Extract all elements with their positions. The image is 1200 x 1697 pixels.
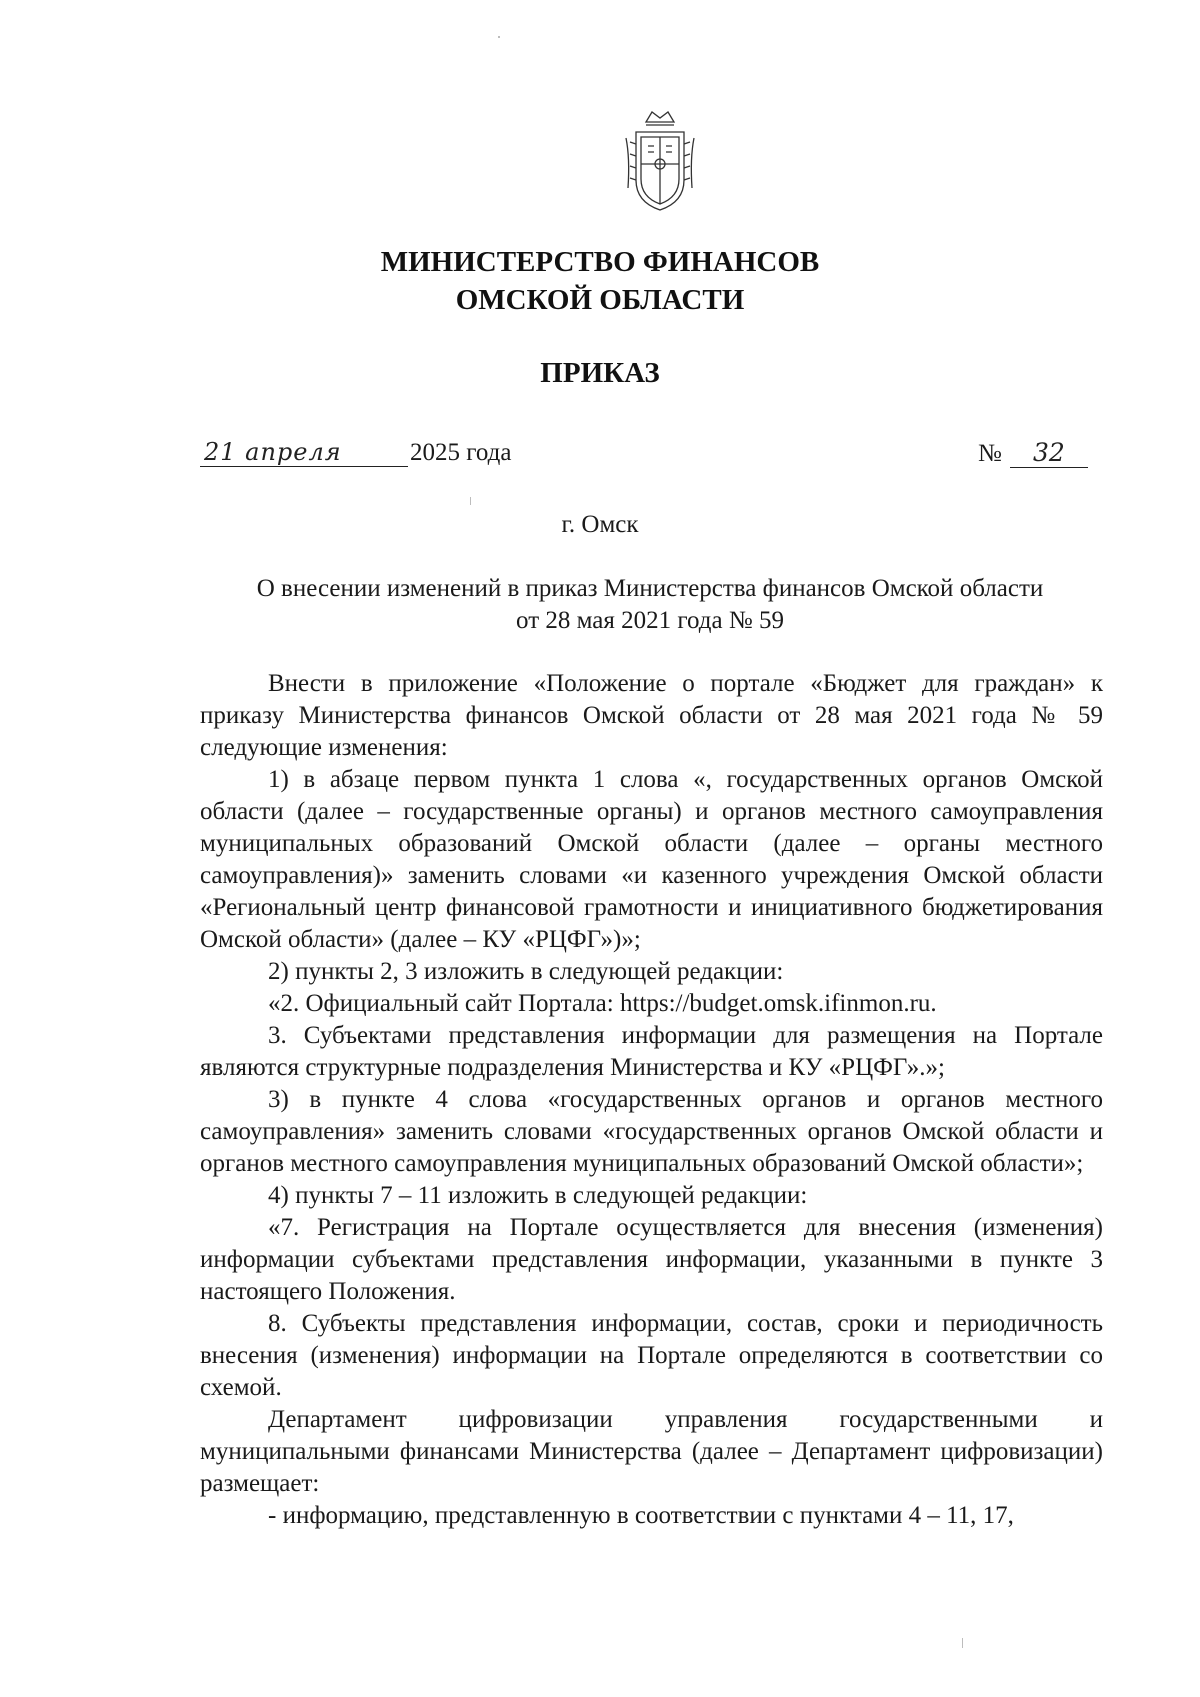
omsk-region-coat-of-arms-icon [622, 108, 698, 214]
body-paragraph: Внести в приложение «Положение о портале «Бюджет для граждан» к приказу Министерства финансов Омской области от 28 мая 2021 года № 59 следующие изменения: [200, 670, 1103, 761]
scan-speck [962, 1638, 963, 1648]
body-paragraph: 1) в абзаце первом пункта 1 слова «, государственных органов Омской области (далее – государственные органы) и органов местного самоуправления муниципальных образований Омской области (далее – органы местного самоуправления)» заменить словами «и казенного учреждения Омской области «Региональный центр финансовой грамотности и инициативного бюджетирования Омской области» (далее – КУ «РЦФГ»)»; [200, 766, 1103, 953]
order-title-line2: от 28 мая 2021 года № 59 [516, 607, 784, 634]
body-paragraph: 4) пункты 7 – 11 изложить в следующей редакции: [268, 1182, 808, 1209]
ministry-name-line1: МИНИСТЕРСТВО ФИНАНСОВ [380, 246, 820, 278]
order-title [200, 573, 1100, 637]
handwritten-date: 21 апреля [200, 438, 408, 467]
order-title-line1: О внесении изменений в приказ Министерства финансов Омской области [256, 575, 1044, 602]
body-paragraph: «2. Официальный сайт Портала: https://budget.omsk.ifinmon.ru. [268, 990, 937, 1017]
document-type: ПРИКАЗ [540, 357, 660, 389]
body-paragraph: 3. Субъектами представления информации для размещения на Портале являются структурные подразделения Министерства и КУ «РЦФГ».»; [200, 1022, 1103, 1081]
scan-speck [470, 497, 471, 505]
scan-speck [498, 36, 500, 38]
city: г. Омск [561, 511, 639, 538]
order-number [978, 438, 1088, 468]
order-date [200, 438, 511, 467]
number-label: № [978, 440, 1002, 467]
body-paragraph: 8. Субъекты представления информации, состав, сроки и периодичность внесения (изменения) информации на Портале определяются в соответствии со схемой. [200, 1310, 1103, 1401]
handwritten-number: 32 [1010, 438, 1088, 468]
body-paragraph: - информацию, представленную в соответствии с пунктами 4 – 11, 17, [268, 1502, 1014, 1529]
ministry-name-line2: ОМСКОЙ ОБЛАСТИ [455, 284, 745, 316]
date-year: 2025 года [410, 439, 512, 466]
body-paragraph: «7. Регистрация на Портале осуществляется для внесения (изменения) информации субъектами представления информации, указанными в пункте 3 настоящего Положения. [200, 1214, 1103, 1305]
order-body [200, 668, 1103, 1532]
body-paragraph: Департамент цифровизации управления государственными и муниципальными финансами Министерства (далее – Департамент цифровизации) размещает: [200, 1406, 1103, 1497]
ministry-name [0, 243, 1200, 319]
body-paragraph: 2) пункты 2, 3 изложить в следующей редакции: [268, 958, 784, 985]
body-paragraph: 3) в пункте 4 слова «государственных органов и органов местного самоуправления» заменить словами «государственных органов Омской области и органов местного самоуправления муниципальных образований Омской области»; [200, 1086, 1103, 1177]
